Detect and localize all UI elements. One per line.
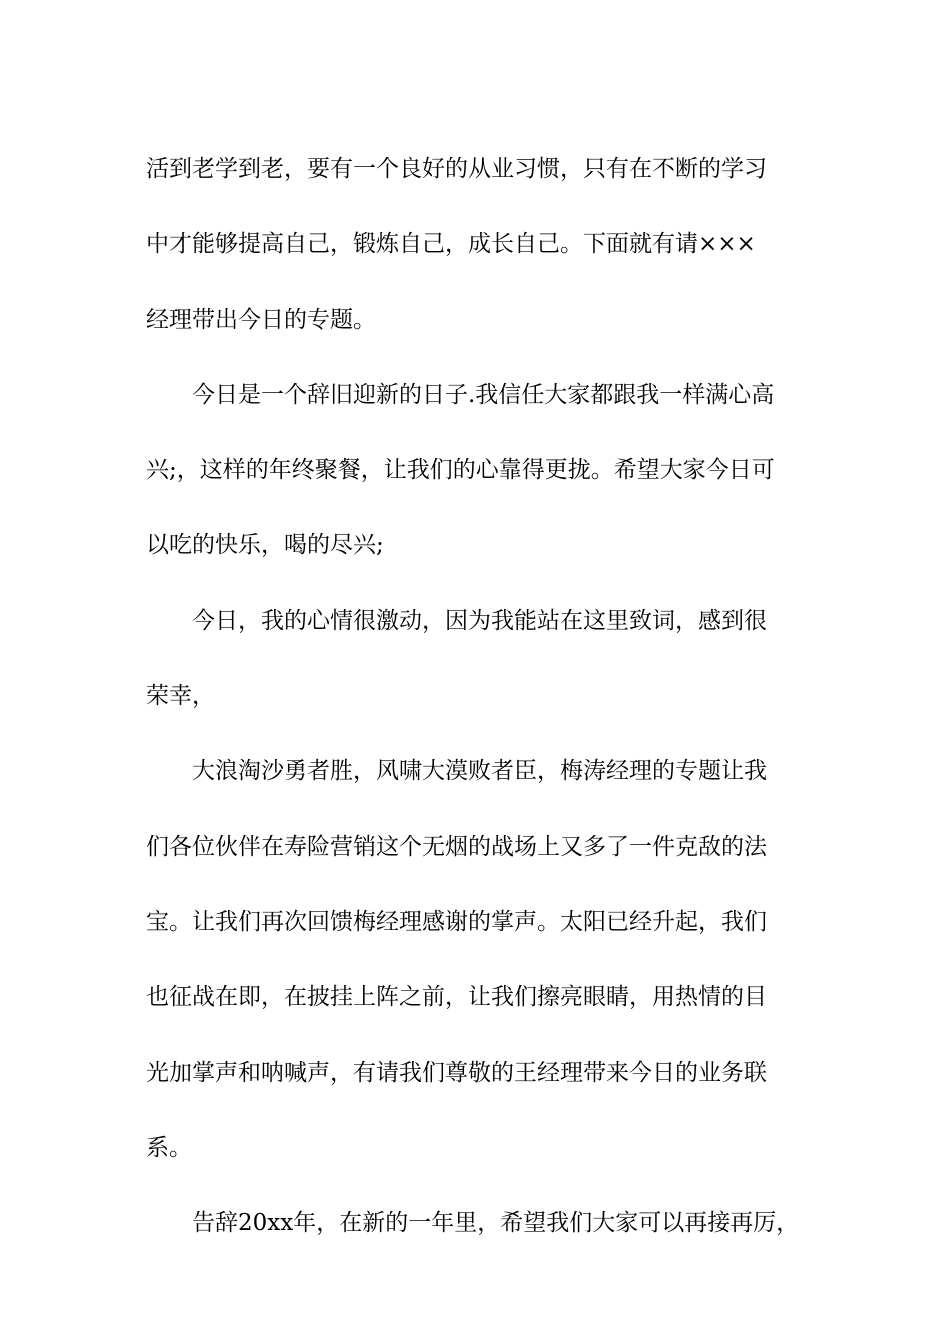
- text-line: 也征战在即，在披挂上阵之前，让我们擦亮眼睛，用热情的目: [146, 984, 767, 1011]
- text-line: 光加掌声和呐喊声，有请我们尊敬的王经理带来今日的业务联: [146, 1059, 767, 1086]
- text-line: 告辞20xx年，在新的一年里，希望我们大家可以再接再厉，: [192, 1210, 800, 1237]
- text-line: 活到老学到老，要有一个良好的从业习惯，只有在不断的学习: [146, 156, 767, 182]
- text-line: 荣幸，: [146, 683, 215, 710]
- text-line: 今日是一个辞旧迎新的日子.我信任大家都跟我一样满心高: [192, 381, 775, 408]
- paragraph-5: [146, 1186, 826, 1261]
- text-line: 大浪淘沙勇者胜，风啸大漠败者臣，梅涛经理的专题让我: [192, 758, 767, 785]
- text-line: 今日，我的心情很激动，因为我能站在这里致词，感到很: [192, 607, 767, 634]
- text-line: 兴;，这样的年终聚餐，让我们的心靠得更拢。希望大家今日可: [146, 457, 775, 484]
- text-line: 中才能够提高自己，锻炼自己，成长自己。下面就有请×××: [146, 231, 756, 258]
- paragraph-1: [146, 132, 826, 358]
- text-line: 经理带出今日的专题。: [146, 306, 376, 333]
- text-line: 们各位伙伴在寿险营销这个无烟的战场上又多了一件克敌的法: [146, 833, 767, 860]
- text-line: 宝。让我们再次回馈梅经理感谢的掌声。太阳已经升起，我们: [146, 908, 767, 935]
- text-line: 系。: [146, 1134, 192, 1161]
- text-line: 以吃的快乐，喝的尽兴;: [146, 532, 384, 559]
- paragraph-4: [146, 734, 826, 1186]
- paragraph-3: [146, 584, 826, 735]
- document-body: [146, 132, 826, 1261]
- paragraph-2: [146, 358, 826, 584]
